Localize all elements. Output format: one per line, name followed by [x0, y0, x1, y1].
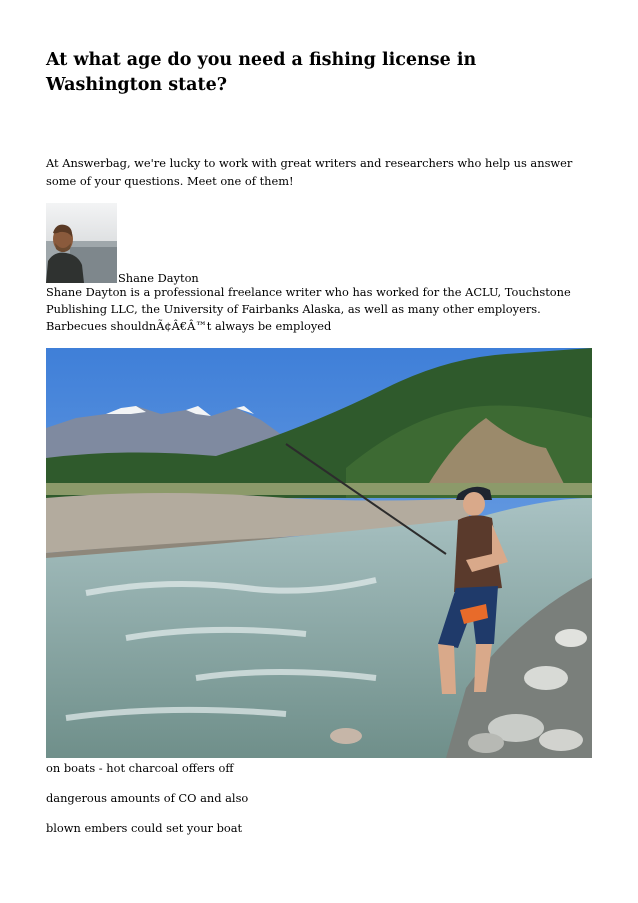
author-bio: Shane Dayton is a professional freelance writer who has worked for the ACLU, Touchstone Publishing LLC, the University of Fairbanks Alaska, as well as many other employers. Barbecues shouldnÃ¢Â€Â™t always be employed: [46, 285, 571, 333]
body-line: blown embers could set your boat: [46, 821, 243, 835]
author-name: Shane Dayton: [118, 271, 199, 285]
article-title: At what age do you need a fishing license in Washington state?: [46, 50, 477, 95]
fishing-river-photo: [46, 348, 592, 758]
author-photo: [46, 203, 117, 283]
intro-paragraph: At Answerbag, we're lucky to work with great writers and researchers who help us answer some of your questions. Meet one of them!: [46, 156, 573, 188]
body-line: dangerous amounts of CO and also: [46, 791, 249, 805]
body-line: on boats - hot charcoal offers off: [46, 761, 234, 775]
